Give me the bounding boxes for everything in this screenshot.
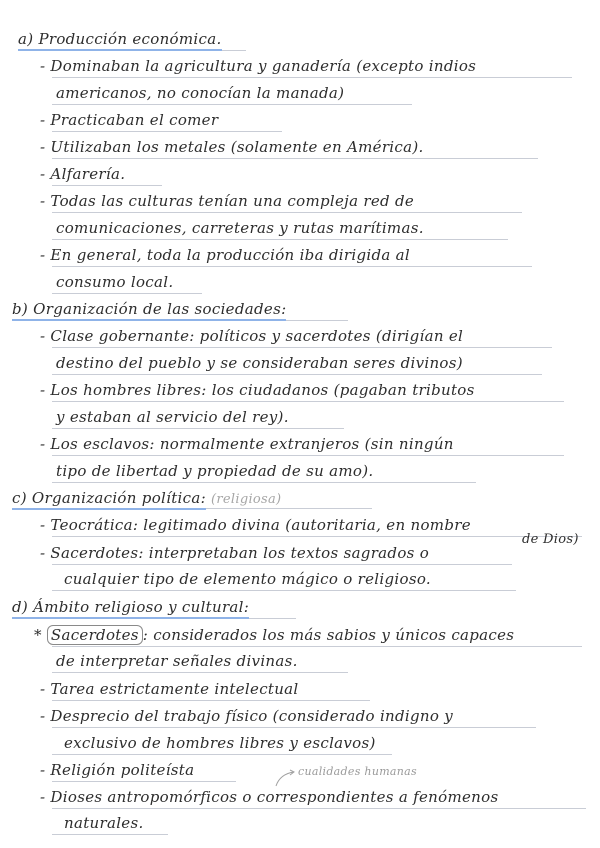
ruled-line xyxy=(52,781,236,782)
ruled-line xyxy=(52,700,370,701)
section-d-heading-text: d) Ámbito religioso y cultural: xyxy=(12,598,249,619)
section-d-line-6: - Religión politeísta xyxy=(40,761,195,779)
section-c-line-1-note: de Dios) xyxy=(522,532,579,547)
ruled-line xyxy=(52,646,582,647)
section-d-line-7: - Dioses antropomórficos o correspondientes a fenómenos xyxy=(40,788,499,806)
section-c-heading-note: (religiosa) xyxy=(211,492,282,507)
section-b-heading-text: b) Organización de las sociedades: xyxy=(12,300,286,321)
section-a-line-8: - En general, toda la producción iba dirigida al xyxy=(40,246,411,264)
ruled-line xyxy=(52,212,522,213)
section-c-line-3: cualquier tipo de elemento mágico o religioso. xyxy=(64,570,431,588)
section-d-line-5: exclusivo de hombres libres y esclavos) xyxy=(64,734,376,752)
ruled-line xyxy=(52,239,508,240)
ruled-line xyxy=(52,455,564,456)
ruled-line xyxy=(52,754,392,755)
ruled-line xyxy=(52,564,512,565)
arrow-icon xyxy=(274,768,298,788)
section-a-heading-text: a) Producción económica. xyxy=(18,30,222,51)
section-d-line-1 xyxy=(34,625,514,645)
section-b-line-2: destino del pueblo y se consideraban seres divinos) xyxy=(56,354,463,372)
ruled-line xyxy=(52,158,538,159)
ruled-line xyxy=(52,185,162,186)
ruled-line xyxy=(52,808,586,809)
ruled-line xyxy=(52,727,536,728)
section-a-line-1: - Dominaban la agricultura y ganadería (excepto indios xyxy=(40,57,477,75)
ruled-line xyxy=(52,77,572,78)
sacerdotes-term: Sacerdotes xyxy=(47,625,143,645)
ruled-line xyxy=(52,293,202,294)
section-c-line-1: - Teocrática: legitimado divina (autoritaria, en nombre xyxy=(40,516,471,534)
section-a-line-2: americanos, no conocían la manada) xyxy=(56,84,345,102)
section-a-line-9: consumo local. xyxy=(56,273,174,291)
section-a-line-7: comunicaciones, carreteras y rutas marítimas. xyxy=(56,219,424,237)
section-d-line-1-rest: : considerados los más sabios y únicos capaces xyxy=(142,626,515,644)
section-a-line-5: - Alfarería. xyxy=(40,165,126,183)
ruled-line xyxy=(52,266,532,267)
ruled-line xyxy=(52,590,516,591)
section-a-line-3: - Practicaban el comer xyxy=(40,111,219,129)
ruled-line xyxy=(52,131,282,132)
ruled-line xyxy=(52,672,348,673)
section-d-line-2: de interpretar señales divinas. xyxy=(56,652,298,670)
ruled-line xyxy=(52,401,564,402)
section-d-line-4: - Desprecio del trabajo físico (considerado indigno y xyxy=(40,707,454,725)
ruled-line xyxy=(52,374,542,375)
section-d-line-6-note: cualidades humanas xyxy=(298,765,417,778)
section-a-line-6: - Todas las culturas tenían una compleja red de xyxy=(40,192,415,210)
ruled-line xyxy=(52,536,582,537)
ruled-line xyxy=(52,428,344,429)
section-b-heading xyxy=(12,299,286,319)
section-d-line-8: naturales. xyxy=(64,814,144,832)
ruled-line xyxy=(52,834,168,835)
asterisk-mark: * xyxy=(34,626,42,644)
section-d-line-3: - Tarea estrictamente intelectual xyxy=(40,680,299,698)
section-c-heading-text: c) Organización política: xyxy=(12,489,206,510)
section-d-heading xyxy=(12,597,249,617)
ruled-line xyxy=(52,104,412,105)
section-a-line-4: - Utilizaban los metales (solamente en América). xyxy=(40,138,424,156)
section-b-line-6: tipo de libertad y propiedad de su amo). xyxy=(56,462,374,480)
section-c-heading xyxy=(12,488,281,510)
section-b-line-4: y estaban al servicio del rey). xyxy=(56,408,289,426)
ruled-line xyxy=(52,347,552,348)
section-b-line-5: - Los esclavos: normalmente extranjeros (sin ningún xyxy=(40,435,454,453)
section-b-line-1: - Clase gobernante: políticos y sacerdotes (dirigían el xyxy=(40,327,464,345)
section-c-line-2: - Sacerdotes: interpretaban los textos sagrados o xyxy=(40,544,430,562)
section-a-heading xyxy=(18,29,222,49)
section-b-line-3: - Los hombres libres: los ciudadanos (pagaban tributos xyxy=(40,381,475,399)
ruled-line xyxy=(52,482,476,483)
